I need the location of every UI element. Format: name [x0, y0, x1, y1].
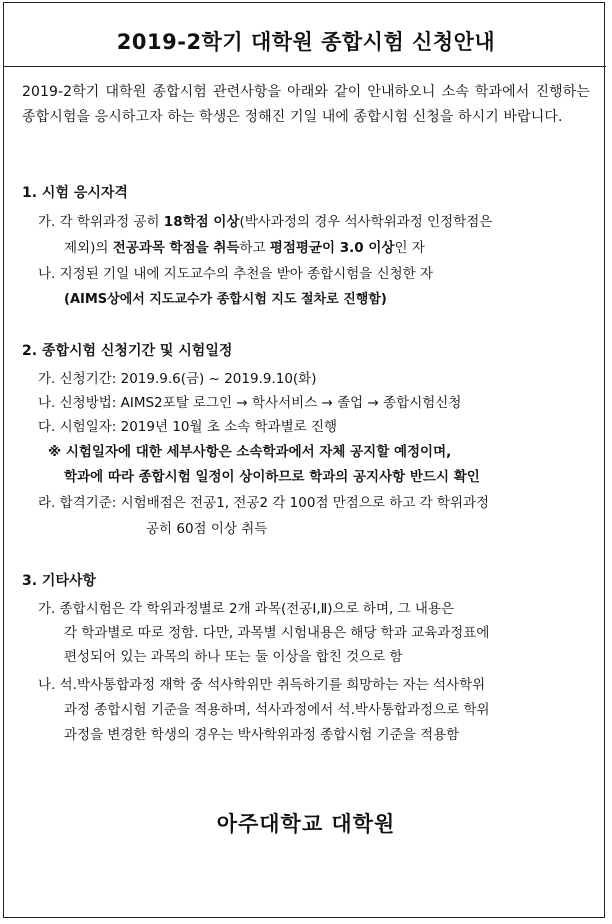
item-bold-text: 평점평균이 3.0 이상	[269, 240, 395, 256]
item-text: 가. 각 학위과정 공히	[38, 214, 164, 230]
section-2-item-ra: 라. 합격기준: 시험배점은 전공1, 전공2 각 100점 만점으로 하고 각 학위과정	[38, 495, 490, 511]
section-3-item-ga: 가. 종합시험은 각 학위과정별로 2개 과목(전공Ⅰ,Ⅱ)으로 하며, 그 내용은	[38, 601, 455, 617]
document-title: 2019-2학기 대학원 종합시험 신청안내	[116, 30, 496, 54]
title-divider	[3, 66, 606, 67]
item-text: 하고	[239, 240, 270, 256]
item-text: 인 자	[394, 240, 425, 256]
section-1-item-na-note: (AIMS상에서 지도교수가 종합시험 지도 절차로 진행함)	[64, 292, 387, 307]
item-text: (박사과정의 경우 석사학위과정 인정학점은	[239, 214, 493, 230]
section-3-item-na-line-2: 과정 종합시험 기준을 적용하며, 석사과정에서 석.박사통합과정으로 학위	[64, 702, 490, 718]
item-bold-text: 전공과목 학점을 취득	[112, 240, 240, 256]
issuer-signature: 아주대학교 대학원	[216, 812, 396, 836]
section-2-heading: 2. 종합시험 신청기간 및 시험일정	[22, 343, 233, 359]
section-2-item-da: 다. 시험일자: 2019년 10월 초 소속 학과별로 진행	[38, 419, 338, 435]
section-2-item-ga: 가. 신청기간: 2019.9.6(금) ~ 2019.9.10(화)	[38, 371, 317, 387]
section-3-item-ga-line-3: 편성되어 있는 과목의 하나 또는 둘 이상을 합친 것으로 함	[64, 649, 403, 665]
section-2-note-line-2: 학과에 따라 종합시험 일정이 상이하므로 학과의 공지사항 반드시 확인	[64, 469, 480, 485]
section-3-heading: 3. 기타사항	[22, 573, 97, 589]
section-2-item-na: 나. 신청방법: AIMS2포탈 로그인 → 학사서비스 → 졸업 → 종합시험신청	[38, 395, 462, 411]
section-1-heading: 1. 시험 응시자격	[22, 185, 128, 201]
section-3-item-na-line-3: 과정을 변경한 학생의 경우는 박사학위과정 종합시험 기준을 적용함	[64, 727, 460, 743]
section-2-note-line-1: ※ 시험일자에 대한 세부사항은 소속학과에서 자체 공지할 예정이며,	[48, 444, 452, 460]
item-text: 제외)의	[64, 240, 113, 256]
section-3-item-na: 나. 석.박사통합과정 재학 중 석사학위만 취득하기를 희망하는 자는 석사학위	[38, 677, 486, 693]
section-2-item-ra-continued: 공히 60점 이상 취득	[146, 521, 268, 537]
item-bold-text: 18학점 이상	[163, 214, 240, 230]
document-frame	[3, 2, 605, 918]
intro-paragraph: 2019-2학기 대학원 종합시험 관련사항을 아래와 같이 안내하오니 소속 학과에서 진행하는 종합시험을 응시하고자 하는 학생은 정해진 기일 내에 종합시험 신청을 하시기 바랍니다.	[22, 84, 590, 125]
section-3-item-ga-line-2: 각 학과별로 따로 정함. 다만, 과목별 시험내용은 해당 학과 교육과정표에	[64, 625, 490, 641]
section-1-item-na: 나. 지정된 기일 내에 지도교수의 추천을 받아 종합시험을 신청한 자	[38, 266, 434, 282]
section-1-item-ga-continued	[64, 236, 425, 256]
section-1-item-ga	[38, 210, 492, 230]
